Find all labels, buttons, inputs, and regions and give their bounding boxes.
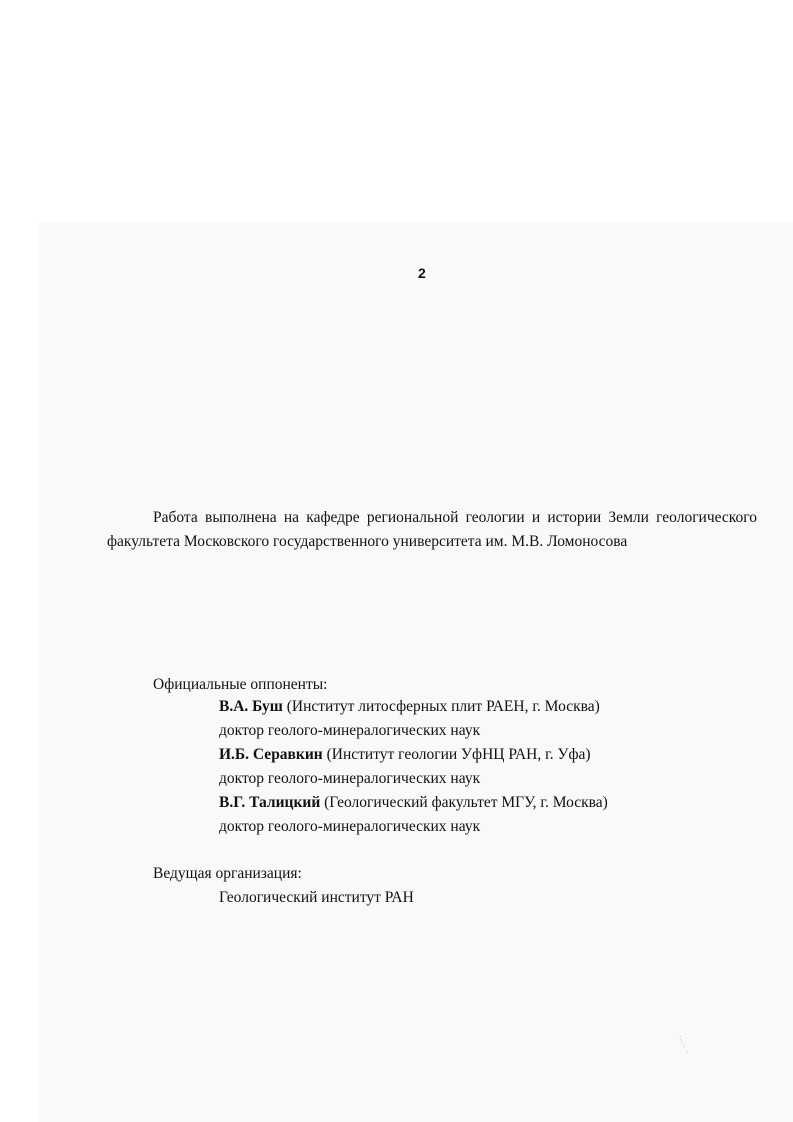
opponent-1-affiliation: (Институт литосферных плит РАЕН, г. Москва) (286, 698, 600, 715)
opponent-1-name: В.А. Буш (219, 698, 283, 715)
lead-org-heading: Ведущая организация: (153, 865, 302, 882)
page-number: 2 (418, 265, 426, 281)
opponent-1 (219, 697, 600, 717)
lead-org-name: Геологический институт РАН (219, 889, 414, 906)
scan-speck-mark (678, 1034, 690, 1056)
opponent-3-degree: доктор геолого-минералогических наук (219, 818, 481, 835)
opponent-2 (219, 745, 591, 765)
opponent-3-name: В.Г. Талицкий (219, 794, 321, 811)
opponent-2-degree: доктор геолого-минералогических наук (219, 770, 481, 787)
opponent-3 (219, 793, 608, 813)
intro-paragraph: Работа выполнена на кафедре региональной геологии и истории Земли геологического факультета Московского государственного университета им. М.В. Ломоносова (107, 509, 757, 550)
opponent-1-degree: доктор геолого-минералогических наук (219, 722, 481, 739)
opponent-2-name: И.Б. Серавкин (219, 746, 323, 763)
opponent-2-affiliation: (Институт геологии УфНЦ РАН, г. Уфа) (326, 746, 591, 763)
scan-background (38, 222, 793, 1122)
opponents-heading: Официальные оппоненты: (153, 676, 328, 693)
opponent-3-affiliation: (Геологический факультет МГУ, г. Москва) (324, 794, 608, 811)
